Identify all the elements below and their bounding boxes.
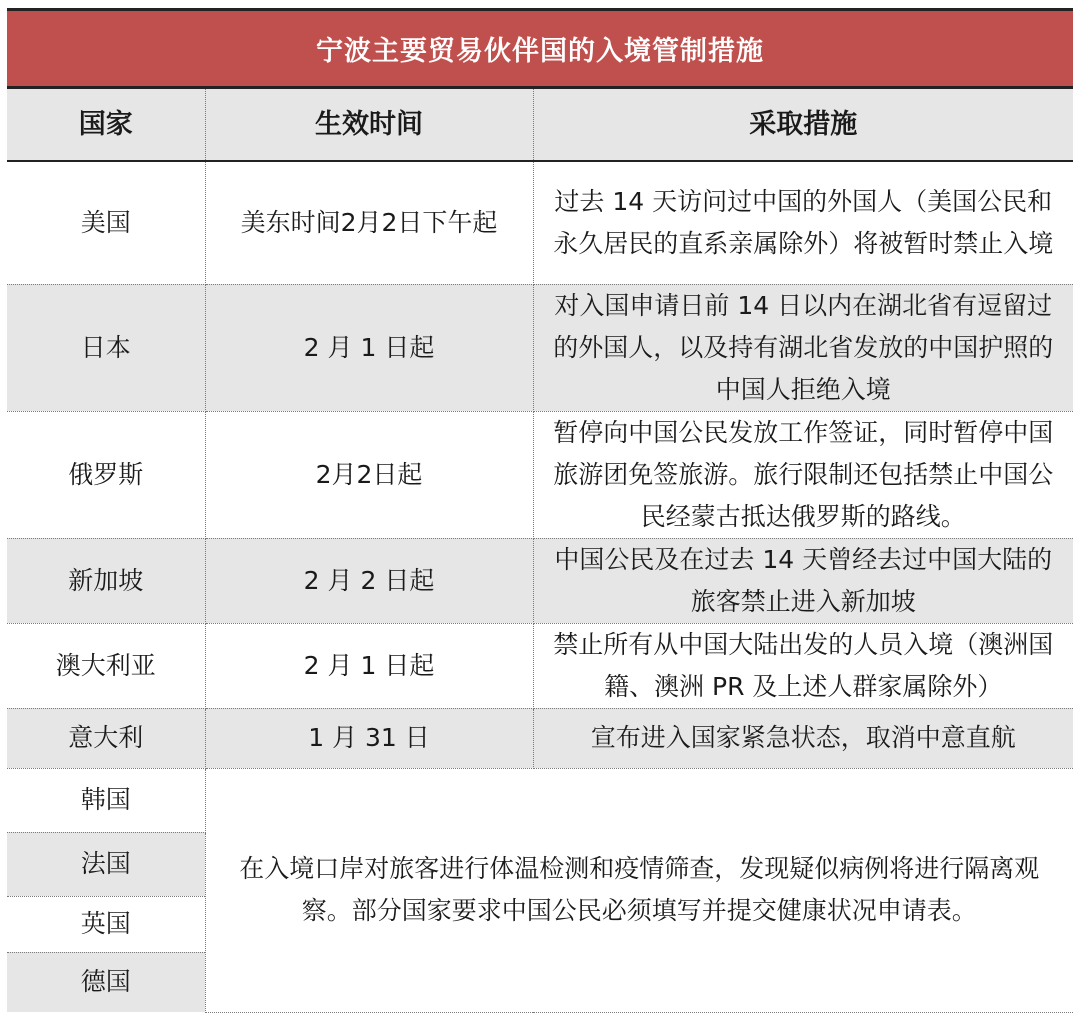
table-row [7, 768, 1073, 832]
measures-cell: 禁止所有从中国大陆出发的人员入境（澳洲国籍、澳洲 PR 及上述人群家属除外） [533, 623, 1073, 708]
effective-time-cell: 2 月 1 日起 [205, 623, 533, 708]
country-cell: 德国 [7, 952, 205, 1012]
country-cell: 韩国 [7, 768, 205, 832]
country-cell: 俄罗斯 [7, 411, 205, 538]
header-effective-time: 生效时间 [205, 89, 533, 161]
effective-time-cell: 美东时间2月2日下午起 [205, 161, 533, 284]
shared-measures-cell: 在入境口岸对旅客进行体温检测和疫情筛查，发现疑似病例将进行隔离观察。部分国家要求中国公民必须填写并提交健康状况申请表。 [205, 768, 1073, 1012]
country-cell: 新加坡 [7, 538, 205, 623]
measures-cell: 宣布进入国家紧急状态，取消中意直航 [533, 708, 1073, 768]
table-row [7, 538, 1073, 623]
effective-time-cell: 2 月 2 日起 [205, 538, 533, 623]
country-cell: 法国 [7, 832, 205, 896]
table-row [7, 161, 1073, 284]
measures-cell: 中国公民及在过去 14 天曾经去过中国大陆的旅客禁止进入新加坡 [533, 538, 1073, 623]
effective-time-cell: 2 月 1 日起 [205, 284, 533, 411]
country-cell: 日本 [7, 284, 205, 411]
table-row [7, 708, 1073, 768]
effective-time-cell: 1 月 31 日 [205, 708, 533, 768]
country-cell: 澳大利亚 [7, 623, 205, 708]
measures-cell: 暂停向中国公民发放工作签证，同时暂停中国旅游团免签旅游。旅行限制还包括禁止中国公民经蒙古抵达俄罗斯的路线。 [533, 411, 1073, 538]
measures-cell: 过去 14 天访问过中国的外国人（美国公民和永久居民的直系亲属除外）将被暂时禁止入境 [533, 161, 1073, 284]
entry-control-table [7, 89, 1073, 1013]
table-row [7, 284, 1073, 411]
table-title: 宁波主要贸易伙伴国的入境管制措施 [7, 11, 1073, 89]
country-cell: 意大利 [7, 708, 205, 768]
country-cell: 美国 [7, 161, 205, 284]
header-country: 国家 [7, 89, 205, 161]
header-row [7, 89, 1073, 161]
table-row [7, 623, 1073, 708]
country-cell: 英国 [7, 896, 205, 952]
header-measures: 采取措施 [533, 89, 1073, 161]
measures-cell: 对入国申请日前 14 日以内在湖北省有逗留过的外国人，以及持有湖北省发放的中国护照的中国人拒绝入境 [533, 284, 1073, 411]
effective-time-cell: 2月2日起 [205, 411, 533, 538]
table-row [7, 411, 1073, 538]
table-frame [7, 8, 1073, 1000]
